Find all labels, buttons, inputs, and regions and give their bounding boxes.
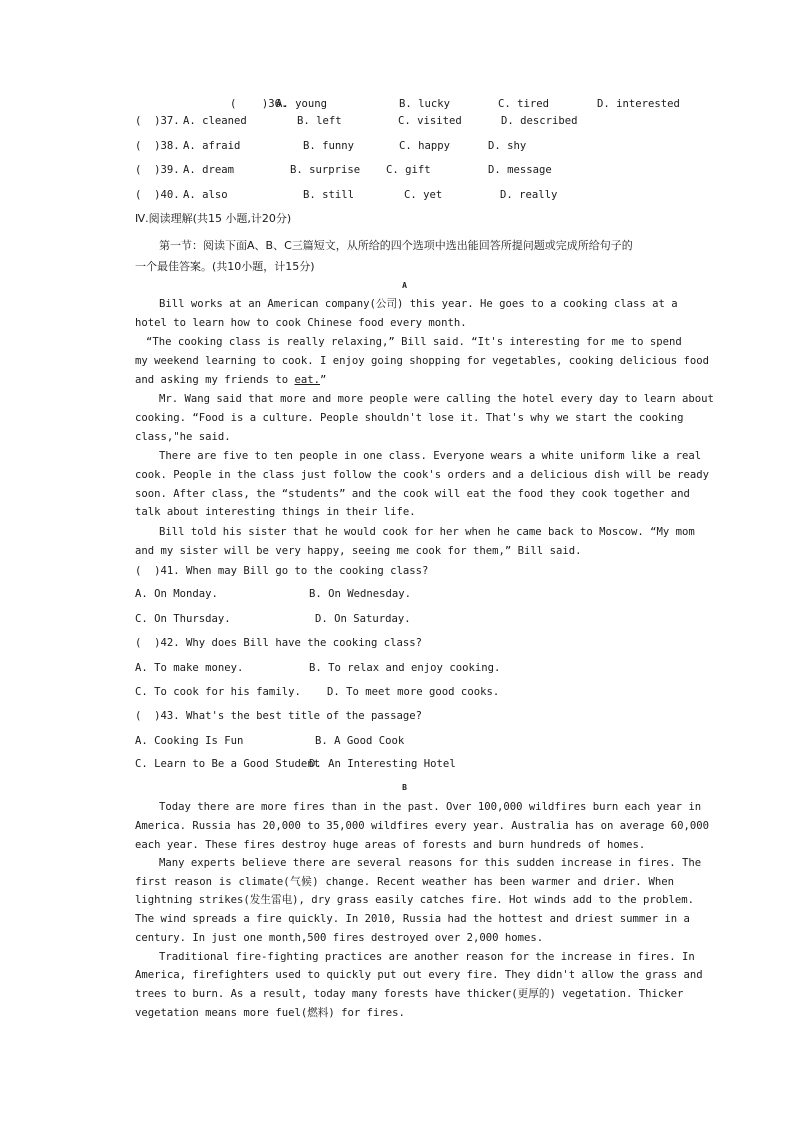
- option-a: A. afraid: [183, 140, 241, 152]
- passage-label: A: [402, 281, 407, 290]
- passage-line: Bill works at an American company(公司) this year. He goes to a cooking class at a: [159, 298, 678, 310]
- passage-line: and my sister will be very happy, seeing me cook for them,” Bill said.: [135, 545, 582, 557]
- passage-line: class,"he said.: [135, 431, 231, 443]
- question-number: ( )39.: [135, 164, 180, 176]
- instructions-line: 一个最佳答案。(共10小题，计15分): [135, 260, 315, 273]
- passage-line: America. Russia has 20,000 to 35,000 wildfires every year. Australia has on average 60,000: [135, 820, 710, 832]
- option-d: D. really: [500, 189, 558, 201]
- option-c: C. happy: [399, 140, 451, 152]
- passage-line: The wind spreads a fire quickly. In 2010, Russia had the hottest and driest summer in a: [135, 913, 690, 925]
- option-b: B. surprise: [290, 164, 361, 176]
- option-a: A. Cooking Is Fun: [135, 735, 244, 747]
- option-d: D. An Interesting Hotel: [309, 758, 456, 770]
- passage-line: my weekend learning to cook. I enjoy going shopping for vegetables, cooking delicious food: [135, 355, 710, 367]
- passage-line: trees to burn. As a result, today many forests have thicker(更厚的) vegetation. Thicker: [135, 988, 684, 1000]
- option-a: A. young: [276, 98, 328, 110]
- option-c: C. Learn to Be a Good Student: [135, 758, 320, 770]
- option-d: D. On Saturday.: [315, 613, 411, 625]
- passage-line: cook. People in the class just follow the cook's orders and a delicious dish will be ready: [135, 469, 710, 481]
- passage-line: vegetation means more fuel(燃料) for fires.: [135, 1007, 405, 1019]
- option-c: C. On Thursday.: [135, 613, 231, 625]
- passage-line: There are five to ten people in one class. Everyone wears a white uniform like a real: [159, 450, 702, 462]
- option-d: D. interested: [597, 98, 680, 110]
- option-d: D. described: [501, 115, 578, 127]
- passage-line: century. In just one month,500 fires destroyed over 2,000 homes.: [135, 932, 544, 944]
- closing-quote: ”: [319, 374, 327, 386]
- option-d: D. To meet more good cooks.: [327, 686, 500, 698]
- option-d: D. message: [488, 164, 552, 176]
- option-b: B. still: [303, 189, 355, 201]
- option-b: B. To relax and enjoy cooking.: [309, 662, 501, 674]
- question-number: ( )36.: [230, 98, 288, 110]
- question-number: ( )38.: [135, 140, 180, 152]
- option-c: C. tired: [498, 98, 550, 110]
- instructions-line: 第一节：阅读下面A、B、C三篇短文，从所给的四个选项中选出能回答所提问题或完成所给句子的: [159, 239, 633, 252]
- underlined-word: eat.: [294, 374, 320, 386]
- option-b: B. lucky: [399, 98, 451, 110]
- passage-line: Traditional fire-fighting practices are another reason for the increase in fires. In: [159, 951, 695, 963]
- passage-text: and asking my friends to: [135, 374, 289, 386]
- passage-line: lightning strikes(发生雷电), dry grass easily catches fire. Hot winds add to the problem.: [135, 894, 694, 906]
- question-stem: ( )41. When may Bill go to the cooking class?: [135, 565, 429, 577]
- passage-line: hotel to learn how to cook Chinese food every month.: [135, 317, 467, 329]
- question-stem: ( )43. What's the best title of the passage?: [135, 710, 423, 722]
- passage-line: Today there are more fires than in the past. Over 100,000 wildfires burn each year in: [159, 801, 702, 813]
- question-number: ( )37.: [135, 115, 180, 127]
- question-stem: ( )42. Why does Bill have the cooking class?: [135, 637, 423, 649]
- passage-line: “The cooking class is really relaxing,” Bill said. “It's interesting for me to spend: [146, 336, 682, 348]
- option-a: A. cleaned: [183, 115, 247, 127]
- option-c: C. visited: [398, 115, 462, 127]
- passage-line: soon. After class, the “students” and the cook will eat the food they cook together and: [135, 488, 690, 500]
- option-c: C. yet: [404, 189, 443, 201]
- option-b: B. left: [297, 115, 342, 127]
- option-b: B. A Good Cook: [315, 735, 405, 747]
- passage-line: Many experts believe there are several reasons for this sudden increase in fires. The: [159, 857, 702, 869]
- option-a: A. dream: [183, 164, 235, 176]
- passage-line: Mr. Wang said that more and more people were calling the hotel every day to learn about: [159, 393, 714, 405]
- option-a: A. also: [183, 189, 228, 201]
- option-b: B. funny: [303, 140, 355, 152]
- passage-label: B: [402, 783, 407, 792]
- passage-line: [135, 373, 326, 387]
- section-heading: Ⅳ.阅读理解(共15 小题,计20分): [135, 212, 292, 225]
- question-number: ( )40.: [135, 189, 180, 201]
- option-c: C. gift: [386, 164, 431, 176]
- passage-line: cooking. “Food is a culture. People shouldn't lose it. That's why we start the cooking: [135, 412, 684, 424]
- option-c: C. To cook for his family.: [135, 686, 301, 698]
- passage-line: talk about interesting things in their life.: [135, 506, 416, 518]
- option-a: A. On Monday.: [135, 588, 218, 600]
- passage-line: America, firefighters used to quickly put out every fire. They didn't allow the grass and: [135, 969, 703, 981]
- option-d: D. shy: [488, 140, 527, 152]
- passage-line: first reason is climate(气候) change. Recent weather has been warmer and drier. When: [135, 876, 674, 888]
- passage-line: Bill told his sister that he would cook for her when he came back to Moscow. “My mom: [159, 526, 695, 538]
- option-b: B. On Wednesday.: [309, 588, 412, 600]
- option-a: A. To make money.: [135, 662, 244, 674]
- passage-line: each year. These fires destroy huge areas of forests and burn hundreds of homes.: [135, 839, 646, 851]
